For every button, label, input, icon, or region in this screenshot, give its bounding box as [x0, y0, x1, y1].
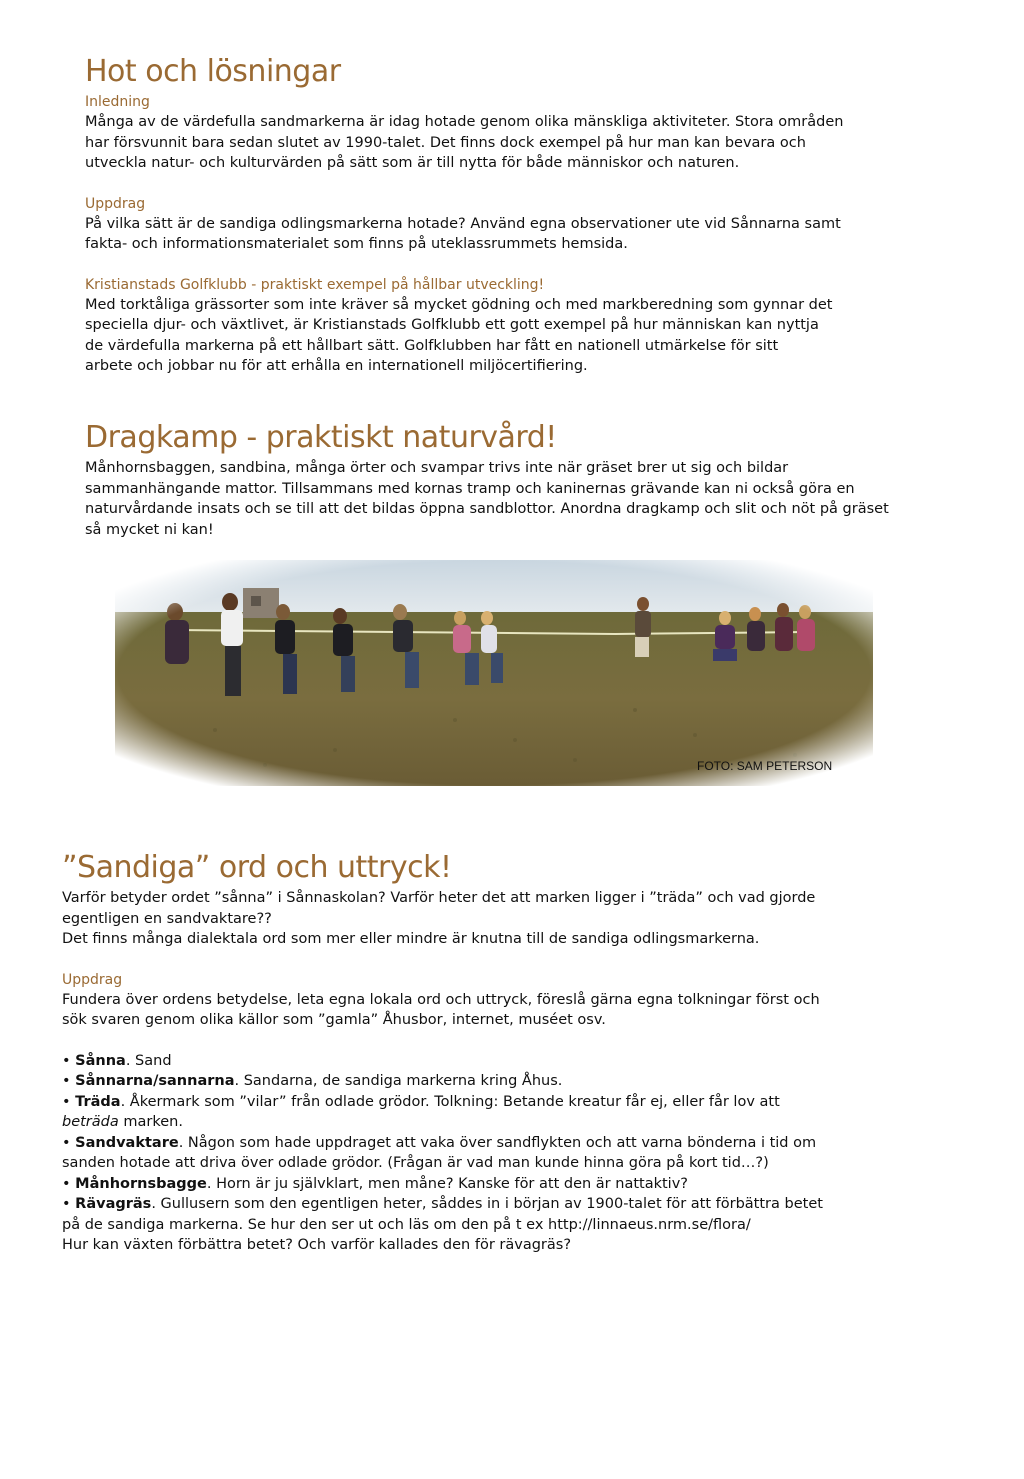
term-definition: marken. [118, 1114, 183, 1130]
list-item [62, 1174, 982, 1195]
bullet: • [62, 1175, 71, 1192]
task-paragraph [85, 214, 985, 255]
text-line: Hur kan växten förbättra betet? Och varför kallades den för rävagräs? [62, 1237, 572, 1253]
tug-paragraph [85, 458, 985, 540]
list-item-continuation: på de sandiga markerna. Se hur den ser ut och läs om den på t ex http://linnaeus.nrm.se/flora/ [62, 1216, 751, 1233]
section-threats [85, 52, 985, 377]
section-tug-of-war [85, 418, 985, 540]
bullet: • [62, 1073, 71, 1089]
text-line: Månhornsbaggen, sandbina, många örter och svampar trivs inte när gräset brer ut sig och bildar [85, 460, 789, 476]
term-definition: . Gullusern som den egentligen heter, såddes in i början av 1900-talet för att förbättra betet [151, 1196, 823, 1212]
bullet: • [62, 1196, 71, 1212]
section-title: Dragkamp - praktiskt naturvård! [85, 420, 557, 455]
text-line: så mycket ni kan! [85, 521, 214, 538]
list-item-continuation [62, 1112, 982, 1133]
text-line: har försvunnit bara sedan slutet av 1990-talet. Det finns dock exempel på hur man kan bevara och [85, 134, 806, 151]
term-definition: . Sandarna, de sandiga markerna kring Åhus. [234, 1073, 563, 1089]
task-paragraph [62, 990, 982, 1031]
golf-label: Kristianstads Golfklubb - praktiskt exempel på hållbar utveckling! [85, 276, 545, 293]
tug-of-war-photo [115, 560, 873, 786]
text-line: utveckla natur- och kulturvärden på sätt som är till nytta för både människor och naturen. [85, 155, 740, 171]
text-line: sök svaren genom olika källor som ”gamla” Åhusbor, internet, muséet osv. [62, 1012, 606, 1028]
text-line: speciella djur- och växtlivet, är Kristianstads Golfklubb ett gott exempel på hur människan kan nyttja [85, 317, 819, 333]
text-line: På vilka sätt är de sandiga odlingsmarkerna hotade? Använd egna observationer ute vid Sånnarna samt [85, 215, 841, 232]
section-sandy-words [62, 848, 982, 1256]
section-title: ”Sandiga” ord och uttryck! [62, 850, 452, 885]
text-line: Med torktåliga grässorter som inte kräver så mycket gödning och med markberedning som gynnar det [85, 296, 833, 313]
term-word: Sandvaktare [75, 1134, 179, 1151]
words-intro [62, 888, 982, 950]
term-definition: . Sand [125, 1052, 172, 1069]
text-line: sammanhängande mattor. Tillsammans med kornas tramp och kaninernas grävande kan ni också göra en [85, 480, 855, 497]
photo-illustration [115, 560, 873, 786]
task-label: Uppdrag [85, 195, 146, 212]
term-word: Sånnarna/sannarna [75, 1073, 235, 1089]
term-definition: . Horn är ju självklart, men måne? Kanske för att den är nattaktiv? [206, 1175, 688, 1192]
task-label: Uppdrag [62, 971, 123, 988]
term-list [62, 1051, 982, 1256]
text-line: egentligen en sandvaktare?? [62, 910, 272, 927]
text-line: Varför betyder ordet ”sånna” i Sånnaskolan? Varför heter det att marken ligger i ”träda” och vad gjorde [62, 890, 816, 906]
list-item [62, 1133, 982, 1154]
bullet: • [62, 1093, 71, 1110]
text-line: naturvårdande insats och se till att det bildas öppna sandblottor. Anordna dragkamp och slit och nöt på gräset [85, 501, 889, 517]
list-item [62, 1092, 982, 1113]
golf-paragraph [85, 295, 985, 377]
term-word: Rävagräs [75, 1196, 152, 1212]
text-line: Det finns många dialektala ord som mer eller mindre är knutna till de sandiga odlingsmarkerna. [62, 931, 760, 947]
bullet: • [62, 1052, 71, 1069]
intro-label: Inledning [85, 94, 150, 110]
bullet: • [62, 1134, 71, 1151]
list-item [62, 1051, 982, 1072]
text-line: Många av de värdefulla sandmarkerna är idag hotade genom olika mänskliga aktiviteter. Stora områden [85, 114, 844, 130]
intro-paragraph [85, 112, 985, 174]
text-line: Fundera över ordens betydelse, leta egna lokala ord och uttryck, föreslå gärna egna tolkningar först och [62, 991, 820, 1008]
term-word: Sånna [75, 1052, 126, 1069]
photo-credit: FOTO: SAM PETERSON [697, 759, 833, 773]
section-title: Hot och lösningar [85, 54, 341, 89]
list-item [62, 1194, 982, 1215]
term-definition: . Åkermark som ”vilar” från odlade grödor. Tolkning: Betande kreatur får ej, eller får lov att [120, 1093, 780, 1110]
list-item-continuation: sanden hotade att driva över odlade grödor. (Frågan är vad man kunde hinna göra på kort tid…?) [62, 1155, 769, 1171]
text-line: de värdefulla markerna på ett hållbart sätt. Golfklubben har fått en nationell utmärkelse för sitt [85, 337, 779, 354]
list-item [62, 1071, 982, 1092]
italic-word: beträda [62, 1114, 119, 1130]
text-line: arbete och jobbar nu för att erhålla en internationell miljöcertifiering. [85, 358, 588, 374]
term-word: Månhornsbagge [75, 1175, 207, 1192]
text-line: fakta- och informationsmaterialet som finns på uteklassrummets hemsida. [85, 236, 628, 252]
term-word: Träda [75, 1093, 121, 1110]
term-definition: . Någon som hade uppdraget att vaka över sandflykten och att varna bönderna i tid om [178, 1134, 817, 1151]
